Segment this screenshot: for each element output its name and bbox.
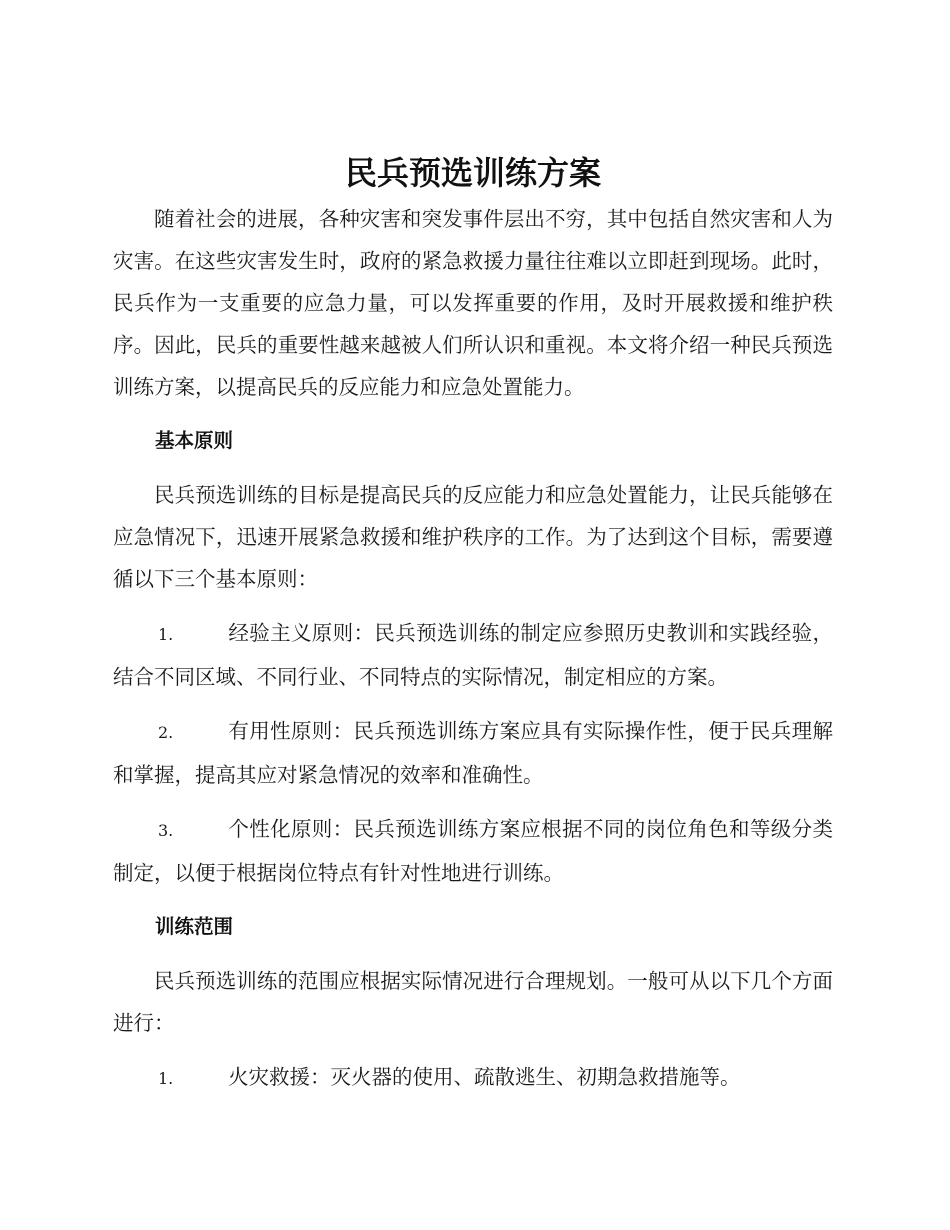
scope-intro-paragraph: 民兵预选训练的范围应根据实际情况进行合理规划。一般可从以下几个方面进行：	[113, 969, 833, 1035]
list-item-text: 有用性原则：民兵预选训练方案应具有实际操作性，便于民兵理解和掌握，提高其应对紧急情况的效率和准确性。	[113, 719, 833, 787]
list-item-text: 个性化原则：民兵预选训练方案应根据不同的岗位角色和等级分类制定，以便于根据岗位特点有针对性地进行训练。	[113, 817, 833, 885]
list-item	[113, 808, 833, 894]
list-item	[113, 710, 833, 796]
list-number: 1.	[158, 625, 174, 644]
list-item	[113, 1056, 833, 1100]
list-item-text: 火灾救援：灭火器的使用、疏散逃生、初期急救措施等。	[228, 1065, 741, 1089]
intro-paragraph: 随着社会的进展，各种灾害和突发事件层出不穷，其中包括自然灾害和人为灾害。在这些灾害发生时，政府的紧急救援力量往往难以立即赶到现场。此时，民兵作为一支重要的应急力量，可以发挥重要的作用，及时开展救援和维护秩序。因此，民兵的重要性越来越被人们所认识和重视。本文将介绍一种民兵预选训练方案，以提高民兵的反应能力和应急处置能力。	[113, 207, 833, 399]
document-title: 民兵预选训练方案	[344, 154, 601, 192]
document-page	[113, 148, 833, 1100]
list-number: 1.	[158, 1069, 174, 1088]
list-item-text: 经验主义原则：民兵预选训练的制定应参照历史教训和实践经验，结合不同区域、不同行业、不同特点的实际情况，制定相应的方案。	[113, 621, 833, 689]
list-number: 3.	[158, 821, 174, 840]
principles-intro-paragraph: 民兵预选训练的目标是提高民兵的反应能力和应急处置能力，让民兵能够在应急情况下，迅速开展紧急救援和维护秩序的工作。为了达到这个目标，需要遵循以下三个基本原则：	[113, 483, 833, 591]
section-heading-principles: 基本原则	[155, 429, 234, 452]
list-item	[113, 612, 833, 698]
section-heading-scope: 训练范围	[155, 915, 234, 938]
list-number: 2.	[158, 723, 174, 742]
